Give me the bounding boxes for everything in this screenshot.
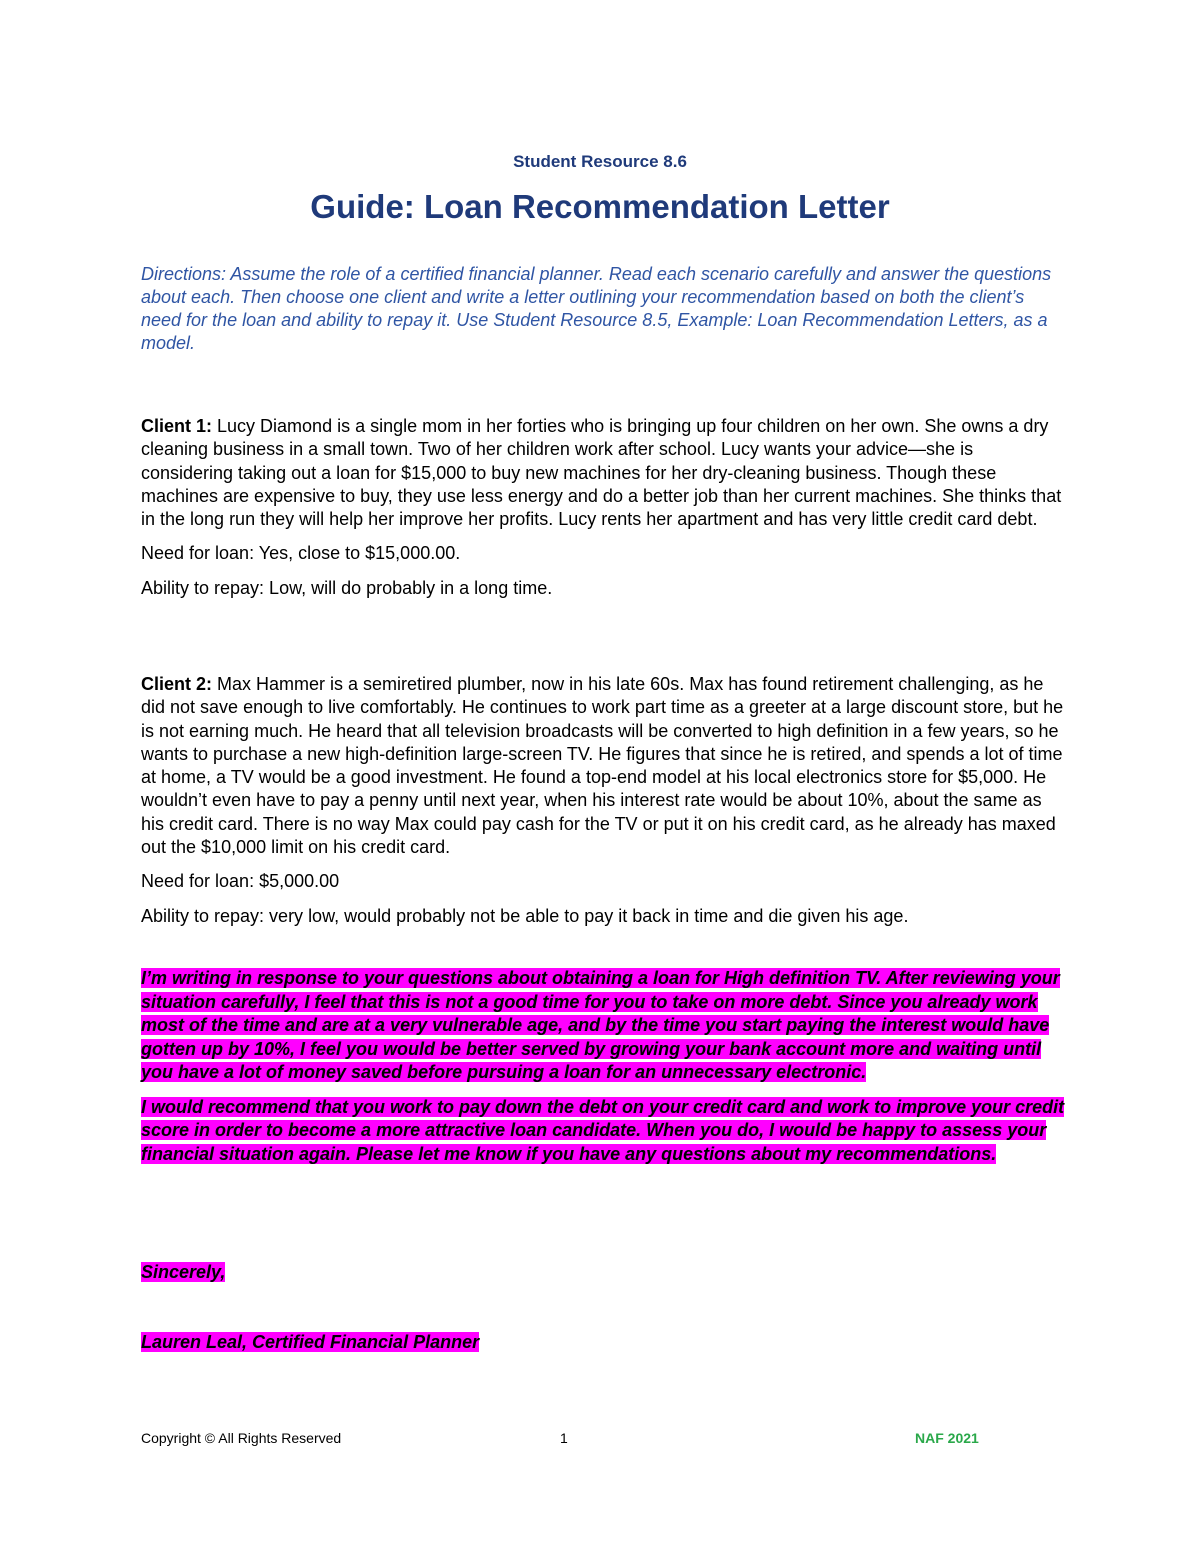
page-title: Guide: Loan Recommendation Letter — [310, 188, 890, 225]
client-2-text: Max Hammer is a semiretired plumber, now in his late 60s. Max has found retirement challenging, as he did not save enough to live comfortably. He continues to work part time as a greeter at a large discount store, but he is not earning much. He heard that all television broadcasts will be converted to high definition in a few years, so he wants to purchase a new high-definition large-screen TV. He figures that since he is retired, and spends a lot of time at home, a TV would be a good investment. He found a top-end model at his local electronics store for $5,000. He wouldn’t even have to pay a penny until next year, when his interest rate would be about 10%, about the same as his credit card. There is no way Max could pay cash for the TV or put it on his credit card, as he already has maxed out the $10,000 limit on his credit card. — [141, 674, 1064, 858]
footer-org: NAF 2021 — [915, 1430, 979, 1446]
client-2-need: Need for loan: $5,000.00 — [141, 871, 340, 892]
letter-paragraph-1 — [141, 967, 1066, 1085]
client-1-description — [141, 415, 1066, 531]
client-1-section — [141, 415, 1066, 600]
client-1-text: Lucy Diamond is a single mom in her forties who is bringing up four children on her own. She owns a dry cleaning business in a small town. Two of her children work after school. Lucy wants your advice—she is considering taking out a loan for $15,000 to buy new machines for her dry-cleaning business. Though these machines are expensive to buy, they use less energy and do a better job than her current machines. She thinks that in the long run they will help her improve her profits. Lucy rents her apartment and has very little credit card debt. — [141, 416, 1062, 530]
client-1-ability: Ability to repay: Low, will do probably in a long time. — [141, 577, 553, 598]
letter-closing — [141, 1262, 225, 1283]
footer-copyright: Copyright © All Rights Reserved — [141, 1430, 342, 1446]
client-1-label: Client 1: — [141, 416, 213, 436]
client-2-label: Client 2: — [141, 674, 213, 694]
recommendation-letter — [141, 967, 1066, 1166]
letter-paragraph-2-text: I would recommend that you work to pay down the debt on your credit card and work to improve your credit score in order to become a more attractive loan candidate. When you do, I would be happy to assess your financial situation again. Please let me know if you have any questions about my recommendations. — [141, 1096, 1065, 1164]
directions-text: Directions: Assume the role of a certified financial planner. Read each scenario carefully and answer the questions about each. Then choose one client and write a letter outlining your recommendation based on both the client’s need for the loan and ability to repay it. Use Student Resource 8.5, Example: Loan Recommendation Letters, as a model. — [141, 264, 1052, 353]
client-1-need: Need for loan: Yes, close to $15,000.00. — [141, 543, 461, 564]
letter-signature — [141, 1332, 479, 1353]
letter-paragraph-2 — [141, 1096, 1066, 1167]
client-2-ability: Ability to repay: very low, would probably not be able to pay it back in time and die given his age. — [141, 905, 909, 926]
client-2-section — [141, 673, 1066, 928]
footer-page-number: 1 — [560, 1430, 568, 1446]
letter-paragraph-1-text: I’m writing in response to your questions about obtaining a loan for High definition TV. After reviewing your situation carefully, I feel that this is not a good time for you to take on more debt. Since you already work most of the time and are at a very vulnerable age, and by the time you start paying the interest would have gotten up by 10%, I feel you would be better served by growing your bank account more and waiting until you have a lot of money saved before pursuing a loan for an unnecessary electronic. — [141, 968, 1060, 1082]
letter-signature-text: Lauren Leal, Certified Financial Planner — [141, 1332, 480, 1352]
letter-closing-text: Sincerely, — [141, 1262, 226, 1282]
client-2-description — [141, 673, 1066, 859]
resource-label: Student Resource 8.6 — [513, 152, 687, 171]
